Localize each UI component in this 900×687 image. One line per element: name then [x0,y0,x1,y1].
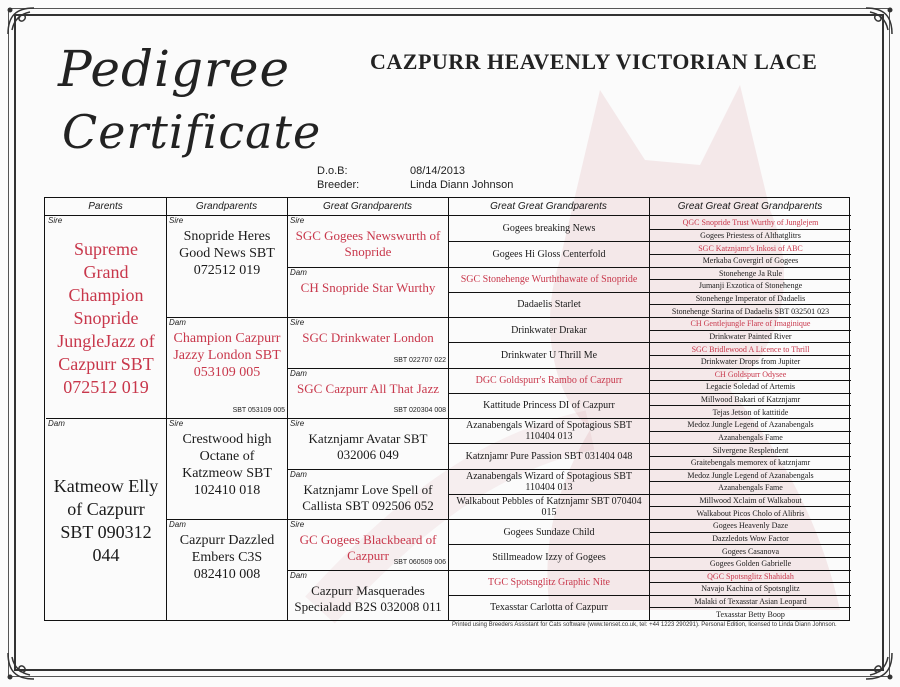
pedigree-cell [449,241,649,266]
cat-entry-name: Katznjamr Avatar SBT 032006 049 [308,431,428,462]
pedigree-cell [449,292,649,317]
pedigree-cell [650,494,851,507]
cat-entry-name: Silvergene Resplendent [712,445,789,455]
dam-tag: Dam [290,267,307,277]
pedigree-cell [288,519,448,570]
cat-entry-name: QGC Snopride Trust Wurthy of Junglejem [682,217,819,227]
pedigree-cell [650,241,851,254]
cat-entry-name: Azanabengals Fame [718,483,783,493]
cat-entry-name: Gogees Heavenly Daze [712,521,789,531]
pedigree-cell [167,418,287,519]
flourish-corner-icon [862,649,896,683]
pedigree-cell [167,519,287,620]
cat-entry-name: Crestwood high Octane of Katzmeow SBT 102410 018 [182,432,272,498]
cat-entry-name: Legacie Soledad of Artemis [705,382,796,392]
registration-number: SBT 020304 008 [393,407,446,414]
pedigree-cell [449,342,649,367]
pedigree-cell [46,216,166,418]
pedigree-cell [650,368,851,381]
pedigree-cell [650,267,851,280]
sire-tag: Sire [290,318,305,327]
cat-entry-name: CH Gentlejungle Flare of Imaginique [690,319,811,329]
flourish-corner-icon [4,649,38,683]
cat-entry-name: Azanabengals Wizard of Spotagious SBT 110404 013 [465,420,633,443]
pedigree-cell [449,519,649,544]
pedigree-cell [449,267,649,292]
column-header: Parents [45,198,166,216]
cat-entry-name: Snopride Heres Good News SBT 072512 019 [179,229,275,278]
cat-entry-name: SGC Katznjamr's Inkosi of ABC [698,243,803,253]
cat-entry-name: Cazpurr Masquerades Specialadd B2S 032008 011 [294,582,442,614]
pedigree-cell [650,544,851,557]
dob-label: D.o.B: [317,165,348,177]
cat-entry-name: SGC Gogees Newswurth of Snopride [295,228,441,259]
dam-tag: Dam [290,368,307,378]
cat-entry-name: SGC Cazpurr All That Jazz [296,380,439,396]
pedigree-cell [167,216,287,317]
pedigree-cell [288,368,448,419]
cat-entry-name: Gogees breaking News [502,223,596,235]
certificate-title-line1: Pedigree [58,40,291,98]
cat-entry-name: Malaki of Texasstar Asian Leopard [694,597,807,607]
cat-entry-name: Walkabout Picos Cholo of Alibris [696,508,805,518]
pedigree-cell [650,418,851,431]
pedigree-cell [650,570,851,583]
pedigree-cell [449,418,649,443]
pedigree-cell [46,418,166,620]
cat-entry-name: Cazpurr Dazzled Embers C3S 082410 008 [179,533,275,582]
cat-entry-name: Gogees Casanova [721,546,780,556]
cat-entry-name: Gogees Sundaze Child [503,526,595,538]
pedigree-cell [288,469,448,520]
pedigree-cell [449,393,649,418]
pedigree-cell [650,330,851,343]
dam-tag: Dam [169,520,186,529]
cat-entry-name: Supreme Grand Champion Snopride JungleJazz of Cazpurr SBT 072512 019 [57,239,155,397]
pedigree-cell [650,317,851,330]
pedigree-cell [650,279,851,292]
pedigree-cell [650,304,851,317]
cat-entry-name: TGC Spotsnglitz Graphic Nite [488,577,610,589]
cat-entry-name: Merkaba Covergirl of Gogees [702,256,799,266]
cat-entry-name: Champion Cazpurr Jazzy London SBT 053109 005 [173,331,281,380]
cat-entry-name: Gogees Golden Gabrielle [709,559,792,569]
pedigree-cell [288,570,448,621]
pedigree-cell [650,456,851,469]
flourish-corner-icon [4,4,38,38]
breeder-label: Breeder: [317,179,360,191]
cat-entry-name: Drinkwater Drops from Jupiter [700,357,801,367]
cat-entry-name: Stillmeadow Izzy of Gogees [492,551,606,563]
pedigree-cell [650,469,851,482]
pedigree-cell [650,481,851,494]
cat-entry-name: Katznjamr Pure Passion SBT 031404 048 [465,450,633,462]
pedigree-cell [449,570,649,595]
pedigree-cell [449,216,649,241]
cat-entry-name: Azanabengals Fame [718,432,783,442]
pedigree-cell [449,368,649,393]
cat-entry-name: Kattitude Princess DI of Cazpurr [483,400,615,412]
pedigree-cell [449,469,649,494]
cat-entry-name: Dadaelis Starlet [517,299,581,311]
certificate-title-line2: Certificate [62,105,322,159]
registration-number: SBT 053109 005 [232,407,285,414]
cat-entry-name: Katmeow Elly of Cazpurr SBT 090312 044 [53,476,159,565]
dam-tag: Dam [169,318,186,327]
flourish-corner-icon [862,4,896,38]
pedigree-cell [449,544,649,569]
cat-entry-name: Tejas Jetson of kattitide [712,407,789,417]
pedigree-cell [650,292,851,305]
cat-entry-name: SGC Stonehenge Wurththawate of Snopride [460,274,638,286]
cat-entry-name: Katznjamr Love Spell of Callista SBT 092506 052 [302,481,434,513]
pedigree-cell [449,494,649,519]
cat-entry-name: Gogees Priestess of Althatglitrs [700,230,801,240]
dam-tag: Dam [48,419,65,428]
cat-entry-name: Drinkwater Painted River [709,331,792,341]
registration-number: SBT 060509 006 [393,558,446,566]
cat-entry-name: Walkabout Pebbles of Katznjamr SBT 070404 015 [456,495,642,518]
cat-name: CAZPURR HEAVENLY VICTORIAN LACE [370,49,818,74]
dam-tag: Dam [290,469,307,479]
breeder-value: Linda Diann Johnson [410,179,514,191]
pedigree-cell [650,506,851,519]
sire-tag: Sire [290,520,305,529]
pedigree-cell [650,557,851,570]
cat-entry-name: Gogees Hi Gloss Centerfold [492,248,606,260]
pedigree-table [44,197,850,621]
cat-entry-name: SGC Drinkwater London [302,330,434,345]
cat-entry-name: Jumanji Exzotica of Stonehenge [698,281,803,291]
cat-entry-name: Stonehenge Imperator of Dadaelis [695,294,806,304]
cat-entry-name: SGC Bridlewood A Licence to Thrill [691,344,810,354]
pedigree-cell [650,431,851,444]
cat-entry-name: Drinkwater Drakar [511,324,587,336]
cat-entry-name: Stonehenge Ja Rule [718,268,783,278]
cat-entry-name: Stonehenge Starina of Dadaelis SBT 032501 023 [671,306,830,316]
pedigree-cell [449,595,649,620]
sire-tag: Sire [169,419,184,428]
cat-entry-name: Drinkwater U Thrill Me [500,349,598,361]
pedigree-cell [288,418,448,469]
cat-entry-name: GC Gogees Blackbeard of Cazpurr [299,532,437,563]
cat-entry-name: Azanabengals Wizard of Spotagious SBT 110404 013 [465,470,633,493]
sire-tag: Sire [48,216,63,225]
cat-entry-name: Millwood Bakari of Katznjamr [700,395,801,405]
dam-tag: Dam [290,570,307,580]
sire-tag: Sire [290,216,305,225]
dob-value: 08/14/2013 [410,165,466,177]
pedigree-cell [650,355,851,368]
pedigree-cell [288,267,448,318]
cat-entry-name: Medoz Jungle Legend of Azanabengals [687,420,814,430]
pedigree-cell [449,317,649,342]
pedigree-cell [650,254,851,267]
pedigree-cell [650,380,851,393]
pedigree-cell [650,607,851,620]
pedigree-cell [650,532,851,545]
pedigree-cell [449,443,649,468]
cat-entry-name: Texasstar Carlotta of Cazpurr [490,602,608,614]
sire-tag: Sire [290,419,305,428]
pedigree-cell [288,216,448,267]
cat-entry-name: QGC Spotsnglitz Shahidah [707,571,794,581]
sire-tag: Sire [169,216,184,225]
footer-note: Printed using Breeders Assistant for Cats software (www.tenset.co.uk, tel: +44 1223 290291). Personal Edition, licensed to Linda Diann Johnson. [452,622,837,628]
registration-number: SBT 022707 022 [393,356,446,364]
cat-entry-name: Texasstar Betty Boop [716,609,785,619]
column-header: Great Great Great Grandparents [649,198,851,216]
column-header: Grandparents [166,198,287,216]
pedigree-cell [650,342,851,355]
column-header: Great Great Grandparents [448,198,649,216]
cat-entry-name: DGC Goldspurr's Rambo of Cazpurr [475,375,623,387]
pedigree-cell [650,229,851,242]
cat-entry-name: Graitebengals memorex of katznjamr [690,458,811,468]
cat-entry-name: Millwood Xclaim of Walkabout [699,496,802,506]
pedigree-cell [650,519,851,532]
pedigree-cell [650,405,851,418]
cat-entry-name: Medoz Jungle Legend of Azanabengals [687,470,814,480]
pedigree-cell [288,317,448,368]
cat-entry-name: Dazzledots Wow Factor [712,533,789,543]
cat-entry-name: Navajo Kachina of Spotsnglitz [701,584,800,594]
pedigree-cell [167,317,287,418]
column-header: Great Grandparents [287,198,448,216]
pedigree-cell [650,393,851,406]
pedigree-cell [650,582,851,595]
pedigree-cell [650,595,851,608]
pedigree-cell [650,443,851,456]
cat-entry-name: CH Snopride Star Wurthy [300,279,436,295]
cat-entry-name: CH Goldspurr Odysee [714,369,787,379]
pedigree-cell [650,216,851,229]
